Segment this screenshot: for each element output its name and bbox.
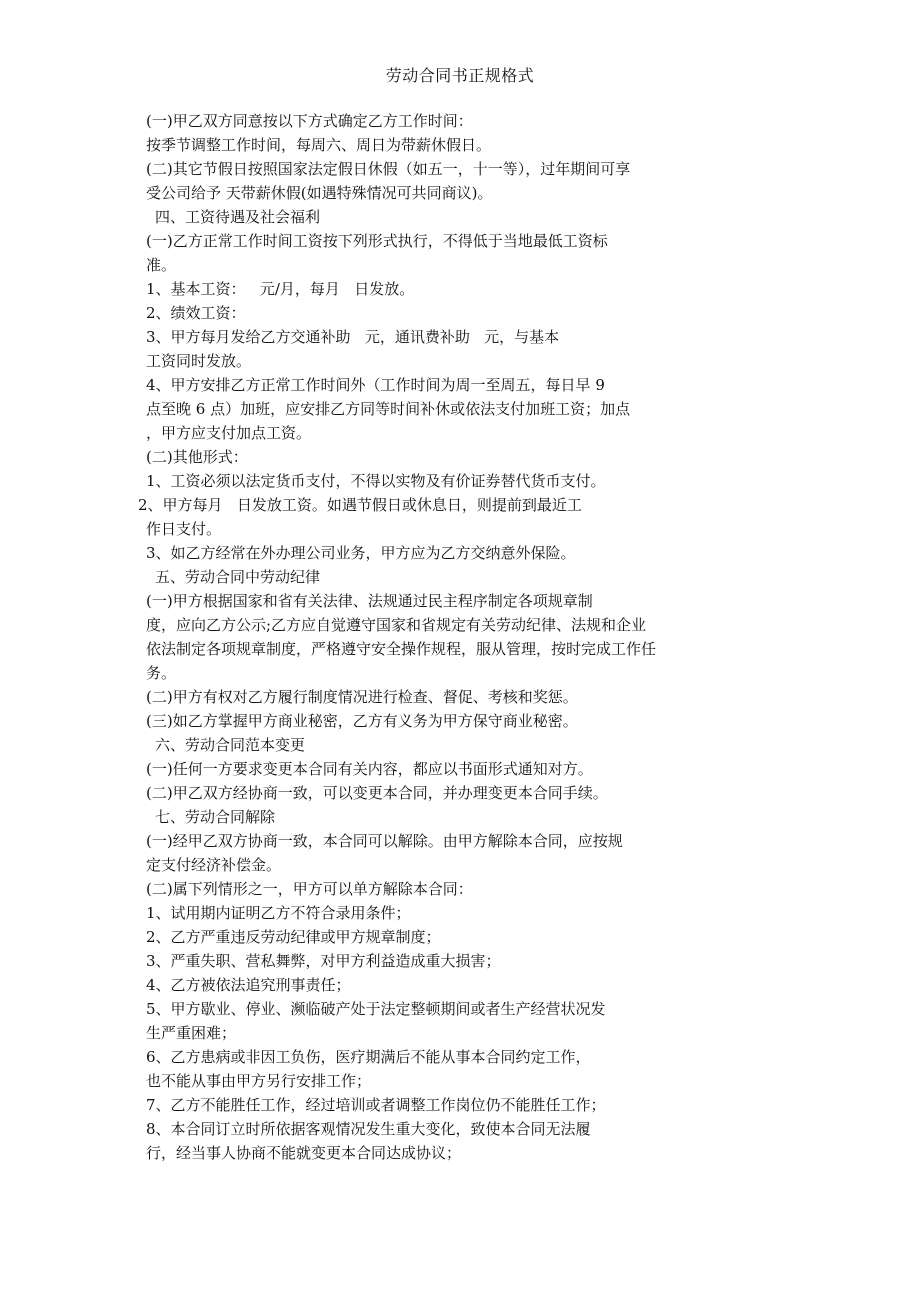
body-line: 1、工资必须以法定货币支付，不得以实物及有价证券替代货币支付。 — [146, 472, 606, 490]
body-line: 3、如乙方经常在外办理公司业务，甲方应为乙方交纳意外保险。 — [146, 544, 576, 562]
body-line: 工资同时发放。 — [146, 352, 252, 370]
body-line: 7、乙方不能胜任工作，经过培训或者调整工作岗位仍不能胜任工作； — [146, 1096, 606, 1114]
body-line: (二)其他形式： — [146, 448, 248, 466]
body-line: 也不能从事由甲方另行安排工作； — [146, 1072, 372, 1090]
body-line: 5、甲方歇业、停业、濒临破产处于法定整顿期间或者生产经营状况发 — [146, 1000, 606, 1018]
body-line: (一)经甲乙双方协商一致，本合同可以解除。由甲方解除本合同，应按规 — [146, 832, 623, 850]
body-line: 2、乙方严重违反劳动纪律或甲方规章制度； — [146, 928, 441, 946]
body-line: 1、基本工资： 元/月，每月 日发放。 — [146, 280, 415, 298]
body-line: 定支付经济补偿金。 — [146, 856, 282, 874]
body-line: (一)乙方正常工作时间工资按下列形式执行，不得低于当地最低工资标 — [146, 232, 608, 250]
body-line: (一)甲乙双方同意按以下方式确定乙方工作时间： — [146, 112, 473, 130]
body-line: 4、甲方安排乙方正常工作时间外（工作时间为周一至周五，每日早 9 — [146, 376, 605, 394]
body-line: (一)任何一方要求变更本合同有关内容，都应以书面形式通知对方。 — [146, 760, 593, 778]
section-heading: 四、工资待遇及社会福利 — [155, 208, 321, 226]
body-line: 度，应向乙方公示;乙方应自觉遵守国家和省规定有关劳动纪律、法规和企业 — [146, 616, 647, 634]
body-line: 作日支付。 — [146, 520, 222, 538]
body-line: (二)属下列情形之一，甲方可以单方解除本合同： — [146, 880, 473, 898]
body-line: ，甲方应支付加点工资。 — [146, 424, 312, 442]
section-heading: 五、劳动合同中劳动纪律 — [155, 568, 321, 586]
body-line: (二)其它节假日按照国家法定假日休假（如五一，十一等），过年期间可享 — [146, 160, 631, 178]
body-line: 准。 — [146, 256, 177, 274]
body-line: 生严重困难； — [146, 1024, 237, 1042]
body-line: 行，经当事人协商不能就变更本合同达成协议； — [146, 1144, 462, 1162]
body-line: 2、甲方每月 日发放工资。如遇节假日或休息日，则提前到最近工 — [138, 496, 582, 514]
section-heading: 七、劳动合同解除 — [155, 808, 276, 826]
body-line: (三)如乙方掌握甲方商业秘密，乙方有义务为甲方保守商业秘密。 — [146, 712, 578, 730]
body-line: 1、试用期内证明乙方不符合录用条件； — [146, 904, 411, 922]
section-heading: 六、劳动合同范本变更 — [155, 736, 306, 754]
body-line: (一)甲方根据国家和省有关法律、法规通过民主程序制定各项规章制 — [146, 592, 593, 610]
body-line: 3、严重失职、营私舞弊，对甲方利益造成重大损害； — [146, 952, 501, 970]
body-line: 8、本合同订立时所依据客观情况发生重大变化，致使本合同无法履 — [146, 1120, 591, 1138]
body-line: (二)甲乙双方经协商一致，可以变更本合同，并办理变更本合同手续。 — [146, 784, 608, 802]
body-line: 点至晚 6 点）加班，应安排乙方同等时间补休或依法支付加班工资；加点 — [146, 400, 631, 418]
document-title: 劳动合同书正规格式 — [385, 66, 535, 85]
body-line: 依法制定各项规章制度，严格遵守安全操作规程，服从管理，按时完成工作任 — [146, 640, 657, 658]
body-line: 3、甲方每月发给乙方交通补助 元，通讯费补助 元，与基本 — [146, 328, 560, 346]
body-line: 6、乙方患病或非因工负伤，医疗期满后不能从事本合同约定工作， — [146, 1048, 591, 1066]
body-line: 4、乙方被依法追究刑事责任； — [146, 976, 351, 994]
body-line: 按季节调整工作时间，每周六、周日为带薪休假日。 — [146, 136, 492, 154]
body-line: 受公司给予 天带薪休假(如遇特殊情况可共同商议)。 — [146, 184, 493, 202]
body-line: 务。 — [146, 664, 177, 682]
body-line: 2、绩效工资： — [146, 304, 246, 322]
body-line: (二)甲方有权对乙方履行制度情况进行检查、督促、考核和奖惩。 — [146, 688, 578, 706]
